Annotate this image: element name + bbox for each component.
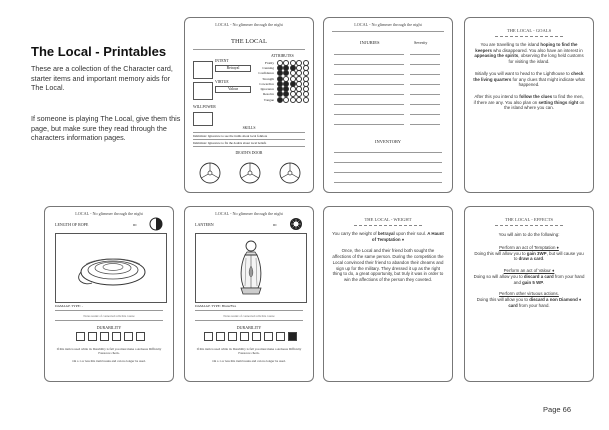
text-paragraph [473,94,585,111]
text-segment: . [543,279,545,285]
emphasis-text: discard a card [523,273,554,279]
emphasis-text: follow the clues [519,93,553,99]
durability-box[interactable] [228,332,237,341]
text-paragraph [473,71,585,88]
deaths-door-label: DEATH'S DOOR [235,151,263,155]
text-segment: You are travelling to the island [480,42,541,47]
item-name: LENGTH OF ROPE [55,222,89,227]
attribute-row [251,97,309,102]
durability-box[interactable] [112,332,121,341]
durability-box[interactable] [252,332,261,341]
durability-box[interactable] [136,332,145,341]
emphasis-text: gain 5 WP [522,279,544,285]
attribute-name: Strength [262,76,275,81]
text-segment: for any clues that might indicate what happened. [511,76,585,88]
severity-line[interactable] [410,64,440,65]
inventory-line[interactable] [334,172,442,173]
portrait-frame [193,61,213,79]
injury-line[interactable] [334,54,404,55]
injury-line[interactable] [334,64,404,65]
trait-value: Betrayal [215,65,251,72]
severity-line[interactable] [410,84,440,85]
deaths-door-dial-icon [240,163,260,183]
effects-card [464,206,594,382]
attribute-dot[interactable] [296,97,302,103]
durability-box[interactable] [100,332,109,341]
injury-line[interactable] [334,84,404,85]
portrait-frame [193,82,213,100]
inventory-label: INVENTORY [375,139,401,144]
attribute-name: Ignorance [260,87,275,92]
severity-line[interactable] [410,94,440,95]
card-caption: THE LOCAL - WEIGHT [364,217,412,222]
item-note: Notes reader of connected rolls this course [223,314,275,318]
durability-track [195,332,305,343]
page-title: The Local - Printables [31,44,167,59]
lantern-icon [196,234,306,302]
item-moon-icon [149,217,163,231]
card-caption: LOCAL - No glimmer through the night [215,211,283,216]
severity-line[interactable] [410,114,440,115]
item-level: III [133,223,137,227]
damage-type: DAMAGE TYPE: - [55,304,83,308]
text-segment: upon their soul. [394,231,428,236]
card-caption: LOCAL - No glimmer through the night [215,22,283,27]
attribute-name: Resolve [263,92,275,97]
severity-label: Severity [414,40,428,45]
item-sun-icon [289,217,303,231]
text-paragraph [332,231,444,242]
attribute-dot[interactable] [303,97,309,103]
emphasis-text: appeasing the spirits [474,53,519,59]
deaths-door-dial-icon [200,163,220,183]
effect-description [473,297,585,308]
effect-description [473,274,585,285]
goals-text [473,42,585,117]
text-segment: Doing so will allow you to [473,273,524,279]
text-segment: from your hand and [513,273,585,285]
emphasis-text: gain 3WP [526,250,547,256]
injuries-label: INJURIES [360,40,380,45]
item-footer-1: If this item is used while its Durability is full you must make a Arduous Difficulty Fatescore check. [56,347,162,356]
effect-title: Perform an act of Temptation ♦ [499,245,559,250]
attributes-list [251,60,309,102]
durability-box[interactable] [216,332,225,341]
character-name: THE LOCAL [231,38,267,45]
card-caption: THE LOCAL - GOALS [506,28,552,33]
attribute-dot[interactable] [277,97,283,103]
durability-box[interactable] [88,332,97,341]
coiled-rope-icon [56,234,166,302]
card-caption: LOCAL - No glimmer through the night [354,22,422,27]
effect-description [473,251,585,262]
durability-label: DURABILITY [96,325,122,330]
item-name: LANTERN [195,222,214,227]
willpower-box[interactable] [193,112,213,126]
emphasis-text: hoping to find the keepers [475,42,578,53]
weight-card [323,206,453,382]
durability-box[interactable] [240,332,249,341]
attribute-name: Confidence [258,71,275,76]
attribute-dot[interactable] [290,97,296,103]
injuries-card [323,17,453,193]
emphasis-text: discard a non Diamond ♦ card [508,296,582,308]
emphasis-text: setting things right [538,99,579,105]
text-segment: who disappeared. You also have an interest in [491,47,583,53]
character-card [184,17,314,193]
attribute-name: Cunning [262,65,275,70]
text-segment: Once, the Local and their friend both sought the affections of the same person. During the competition the Local convinced their friend to abandon their dreams and sign up for the military. They dressed it up as the right thing to do, a great opportunity, but truly it was in order to win the affections of the person they coveted. [332,248,444,282]
durability-label: DURABILITY [236,325,262,330]
durability-box[interactable] [264,332,273,341]
item-footer-1: If this item is used while its Durability is full you must make a Arduous Difficulty Fatescore check. [196,347,302,356]
item-illustration-frame [55,233,167,303]
durability-box[interactable] [288,332,297,341]
text-segment: , observing the long held customs for visiting the island. [508,53,584,65]
text-segment: from your hand. [517,302,550,308]
effects-list [473,245,585,314]
item-note: Notes reader of connected rolls this course [83,314,135,318]
text-segment: After this you intend to [474,93,520,99]
weight-text [332,231,444,289]
attribute-name: Tongue [263,97,275,102]
injury-line[interactable] [334,74,404,75]
severity-line[interactable] [410,54,440,55]
skill-line: Intimidate: Ignorance to see the truths about local folklore [193,134,268,138]
item-footer-2: On a 1 or less this item breaks and can no longer be used. [72,359,146,363]
text-segment: Initially you will want to head to the Lighthouse to [474,70,571,76]
text-segment: You carry the weight of [332,231,378,236]
attributes-label: ATTRIBUTES [271,54,294,58]
willpower-label: WILLPOWER [193,105,216,109]
durability-box[interactable] [276,332,285,341]
inventory-line[interactable] [334,152,442,153]
page-number: Page 66 [543,405,571,414]
text-segment: on the island where you can. [504,99,585,111]
card-caption: THE LOCAL - EFFECTS [504,217,554,222]
durability-box[interactable] [76,332,85,341]
text-segment: Doing this will allow you to [474,250,527,256]
text-paragraph [473,42,585,65]
intro-paragraph-2: If someone is playing The Local, give them this page, but make sure they read through the characters information pages. [31,114,181,143]
injury-line[interactable] [334,94,404,95]
text-segment: to find the men, if there are any. You also plan on [473,93,584,105]
lantern-item-card [184,206,314,382]
severity-line[interactable] [410,74,440,75]
text-segment: Doing this will allow you to [476,296,530,302]
attribute-name: Frailty [264,60,275,65]
inventory-line[interactable] [334,182,442,183]
injury-line[interactable] [334,104,404,105]
skills-label: SKILLS [242,126,256,130]
item-footer-2: On a 1 or less this item breaks and can no longer be used. [212,359,286,363]
attribute-dot[interactable] [283,97,289,103]
trait-label: INTENT [215,59,229,63]
attribute-name: Cowardice [259,81,275,86]
effect-title: Perform an act of Valour ♦ [503,268,555,274]
card-caption: LOCAL - No glimmer through the night [75,211,143,216]
durability-track [55,332,165,343]
item-level: III [273,223,277,227]
severity-line[interactable] [410,124,440,125]
text-segment: , but will cause you to [513,250,584,262]
deaths-door-dials [197,160,303,186]
damage-type: DAMAGE TYPE: Blunt/Fire [195,304,237,308]
emphasis-text: check the living quarters [473,70,584,82]
rope-item-card [44,206,174,382]
durability-box[interactable] [204,332,213,341]
injury-line[interactable] [334,114,404,115]
emphasis-text: A Haunt of Temptation ♦ [371,231,444,242]
text-paragraph [332,248,444,282]
injury-line[interactable] [334,124,404,125]
inventory-line[interactable] [334,162,442,163]
trait-value: Valour [215,86,251,93]
skill-line: Intimidate: Ignorance to fix the doubts about local beliefs [193,141,267,145]
deaths-door-dial-icon [280,163,300,183]
emphasis-text: betrayal [377,231,395,236]
trait-label: VIRTUE [215,80,229,84]
severity-line[interactable] [410,104,440,105]
emphasis-text: draw a card [518,256,544,262]
intro-paragraph-1: These are a collection of the Character card, starter items and important memory aids for The Local. [31,64,173,93]
durability-box[interactable] [124,332,133,341]
effects-intro: You will aim to do the following: [498,232,560,237]
effect-title: Perform other virtuous actions. [499,291,559,297]
goals-card [464,17,594,193]
item-illustration-frame [195,233,307,303]
text-segment: . [543,256,545,262]
